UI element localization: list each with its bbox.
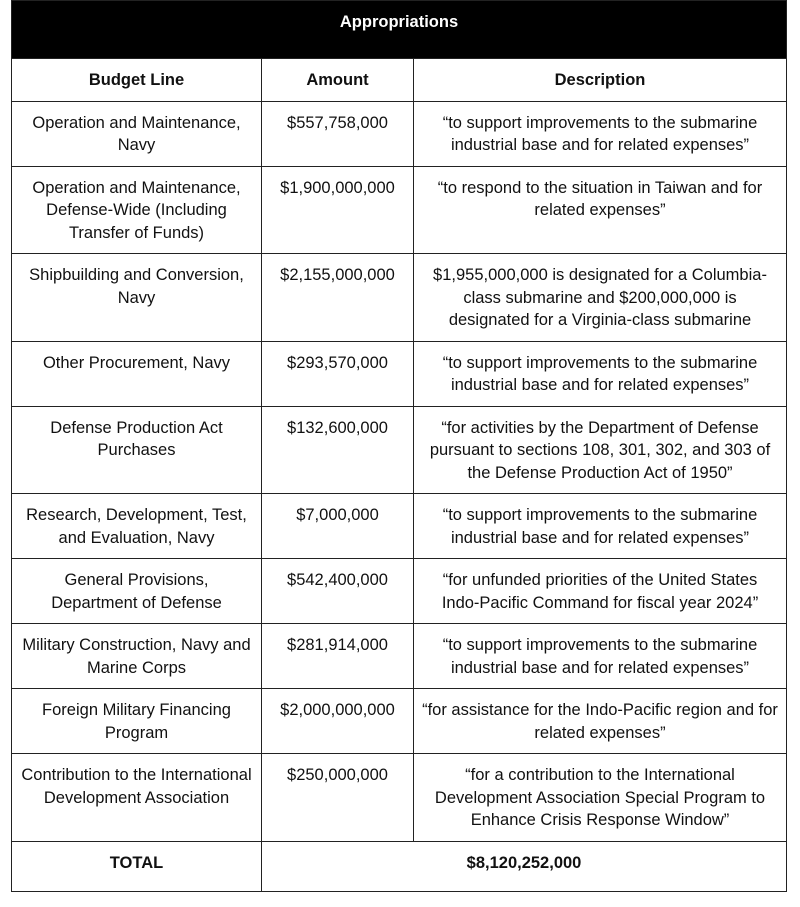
budget-line-cell: Research, Development, Test, and Evaluation, Navy bbox=[12, 494, 262, 559]
budget-line-cell: Other Procurement, Navy bbox=[12, 341, 262, 406]
description-cell: “to respond to the situation in Taiwan and for related expenses” bbox=[414, 166, 787, 254]
table-row bbox=[12, 406, 787, 494]
table-row bbox=[12, 754, 787, 842]
amount-cell: $1,900,000,000 bbox=[262, 166, 414, 254]
column-header-description: Description bbox=[414, 59, 787, 102]
total-row bbox=[12, 841, 787, 891]
description-cell: “to support improvements to the submarine industrial base and for related expenses” bbox=[414, 494, 787, 559]
budget-line-cell: Shipbuilding and Conversion, Navy bbox=[12, 254, 262, 342]
table-row bbox=[12, 101, 787, 166]
appropriations-table-container bbox=[11, 0, 786, 892]
table-row bbox=[12, 559, 787, 624]
amount-cell: $250,000,000 bbox=[262, 754, 414, 842]
column-header-amount: Amount bbox=[262, 59, 414, 102]
description-cell: “for assistance for the Indo-Pacific region and for related expenses” bbox=[414, 689, 787, 754]
column-header-row bbox=[12, 59, 787, 102]
amount-cell: $542,400,000 bbox=[262, 559, 414, 624]
description-cell: “to support improvements to the submarine industrial base and for related expenses” bbox=[414, 101, 787, 166]
description-cell: “for a contribution to the International Development Association Special Program to Enhance Crisis Response Window” bbox=[414, 754, 787, 842]
table-body bbox=[12, 101, 787, 841]
table-row bbox=[12, 689, 787, 754]
amount-cell: $2,000,000,000 bbox=[262, 689, 414, 754]
description-cell: “to support improvements to the submarine industrial base and for related expenses” bbox=[414, 341, 787, 406]
budget-line-cell: Military Construction, Navy and Marine Corps bbox=[12, 624, 262, 689]
column-header-budget-line: Budget Line bbox=[12, 59, 262, 102]
table-row bbox=[12, 494, 787, 559]
budget-line-cell: General Provisions, Department of Defense bbox=[12, 559, 262, 624]
budget-line-cell: Defense Production Act Purchases bbox=[12, 406, 262, 494]
description-cell: “for activities by the Department of Defense pursuant to sections 108, 301, 302, and 303 of the Defense Production Act of 1950” bbox=[414, 406, 787, 494]
amount-cell: $281,914,000 bbox=[262, 624, 414, 689]
description-cell: $1,955,000,000 is designated for a Columbia-class submarine and $200,000,000 is designated for a Virginia-class submarine bbox=[414, 254, 787, 342]
amount-cell: $2,155,000,000 bbox=[262, 254, 414, 342]
table-row bbox=[12, 254, 787, 342]
budget-line-cell: Operation and Maintenance, Defense-Wide (Including Transfer of Funds) bbox=[12, 166, 262, 254]
table-row bbox=[12, 341, 787, 406]
budget-line-cell: Contribution to the International Development Association bbox=[12, 754, 262, 842]
amount-cell: $293,570,000 bbox=[262, 341, 414, 406]
amount-cell: $557,758,000 bbox=[262, 101, 414, 166]
table-row bbox=[12, 624, 787, 689]
budget-line-cell: Operation and Maintenance, Navy bbox=[12, 101, 262, 166]
budget-line-cell: Foreign Military Financing Program bbox=[12, 689, 262, 754]
table-title-row bbox=[12, 1, 787, 59]
total-label: TOTAL bbox=[12, 841, 262, 891]
description-cell: “to support improvements to the submarine industrial base and for related expenses” bbox=[414, 624, 787, 689]
table-title: Appropriations bbox=[12, 1, 787, 59]
table-row bbox=[12, 166, 787, 254]
amount-cell: $132,600,000 bbox=[262, 406, 414, 494]
total-amount: $8,120,252,000 bbox=[262, 841, 787, 891]
appropriations-table bbox=[11, 0, 787, 892]
amount-cell: $7,000,000 bbox=[262, 494, 414, 559]
description-cell: “for unfunded priorities of the United States Indo-Pacific Command for fiscal year 2024” bbox=[414, 559, 787, 624]
